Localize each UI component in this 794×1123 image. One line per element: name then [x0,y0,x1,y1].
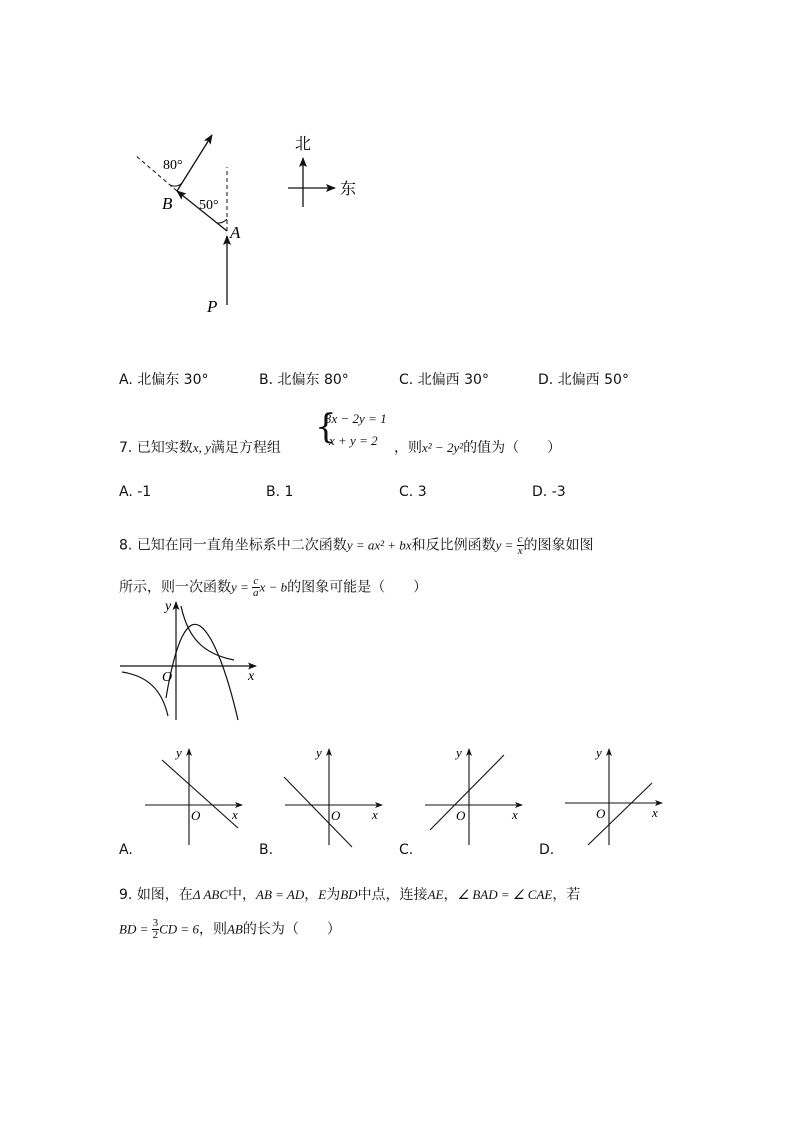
q8-inverse-lhs: y = [495,537,517,553]
axis-label-x: x [512,807,518,822]
q9-line2 [119,918,341,941]
q8-option-graph-c [420,745,530,850]
q8-quadratic: y = ax² + bx [346,537,412,553]
q9-angle-equality: ∠ BAD = ∠ CAE [457,887,553,902]
option-text: 北偏西 30° [417,372,489,388]
option-letter: C. [399,484,414,500]
axis-label-y: y [456,745,462,760]
q8-option-label-d: D. [539,842,555,858]
option-letter: D. [538,372,554,388]
q9-text: 中点，连接 [357,887,428,903]
q8-option-graph-d [560,745,670,850]
compass-east-label: 东 [340,179,357,198]
option-text: 北偏东 30° [137,372,209,388]
axis-label-x: x [232,807,238,822]
q6-option-c [399,369,489,389]
q9-text: 的长为（ ） [242,921,341,938]
axis-label-y: y [165,599,172,614]
q9-equality: AB = AD [256,887,305,902]
q8-linear-fraction [252,576,260,599]
option-text: 3 [417,484,427,500]
q6-option-d [538,369,629,389]
q8-main-graph [118,598,268,723]
q7-mid: 满足方程组 [210,440,281,456]
parabola-curve [166,624,238,720]
question-number: 9. [119,887,133,903]
axis-label-y: y [316,745,322,760]
q8-option-label-c: C. [399,842,414,858]
angle-label-80: 80° [163,158,183,173]
q7-stem-tail [394,437,561,457]
axis-label-x: x [372,807,378,822]
q7-option-d [532,484,566,500]
q9-text: 为 [326,887,341,903]
fraction-denominator: x [517,545,523,557]
question-number: 8. [119,537,133,554]
q8-option-label-b: B. [259,842,274,858]
question-number: 7. [119,440,133,456]
option-letter: D. [532,484,548,500]
compass-north-label: 北 [295,134,312,153]
axis-label-y: y [176,745,182,760]
q6-option-a [119,369,209,389]
q7-stem [119,437,281,457]
q7-vars: x, y [192,440,211,455]
q7-comma: ，则 [394,440,422,456]
q7-option-a [119,484,151,500]
linear-line [430,755,504,830]
q9-bd-lhs: BD = [119,921,152,937]
q6-option-b [259,369,349,389]
q7-equation-system [315,407,400,453]
option-text: 北偏西 50° [557,372,629,388]
q9-text: ， [304,887,319,903]
axis-label-y: y [596,745,602,760]
axis-label-x: x [652,805,658,820]
q8-text: 所示，则一次函数 [119,579,231,596]
q9-text: ， [443,887,458,903]
q7-expr: x² − 2y² [422,440,464,455]
q7-prefix: 已知实数 [136,440,193,456]
q8-option-graph-a [140,745,250,850]
q8-text: 的图象如图 [523,537,594,554]
q8-text: 的图象可能是（ ） [287,579,428,596]
axis-label-x: x [248,669,255,684]
q7-option-c [399,484,427,500]
origin-label: O [162,670,173,685]
q8-line1 [119,534,594,557]
q8-linear-lhs: y = [231,579,253,595]
origin-label: O [191,808,201,823]
q9-point-e: E [318,887,327,902]
option-letter: A. [119,372,133,388]
q9-segment-ab: AB [226,921,243,937]
option-letter: A. [119,484,133,500]
q8-inverse-fraction [517,534,524,557]
q8-option-label-a: A. [119,842,133,858]
q9-text: 中， [228,887,257,903]
fraction-numerator: 3 [152,917,159,929]
q7-option-b [266,484,293,500]
q7-eq1: 3x − 2y = 1 [325,411,387,426]
fraction-numerator: c [253,575,259,587]
q9-line1 [119,884,580,904]
q9-segment-bd: BD [340,887,358,902]
q9-triangle: Δ ABC [192,887,229,902]
brace-icon: { [315,407,337,447]
q8-linear-rest: x − b [259,579,288,595]
fraction-denominator: 2 [152,929,159,941]
point-label-b: B [162,194,173,213]
linear-line [284,777,352,847]
option-letter: C. [399,372,414,388]
q9-text: ，若 [552,887,581,903]
q9-segment-ae: AE [427,887,444,902]
point-label-a: A [230,223,241,242]
q8-text: 和反比例函数 [411,537,496,554]
angle-label-50: 50° [199,198,219,213]
fraction-numerator: c [517,533,523,545]
q8-line2 [119,576,427,599]
q7-suffix: 的值为（ ） [463,440,562,456]
q9-fraction [152,918,160,941]
option-text: 1 [284,484,294,500]
option-letter: B. [266,484,281,500]
bearing-figure [120,125,370,320]
q8-text: 已知在同一直角坐标系中二次函数 [136,537,347,554]
point-label-p: P [207,297,218,316]
option-text: 北偏东 80° [277,372,349,388]
fraction-denominator: a [253,587,259,599]
option-text: -3 [551,484,566,500]
q9-text: ，则 [198,921,227,938]
angle-arc-a [217,219,227,223]
origin-label: O [331,808,341,823]
q8-option-graph-b [280,745,390,850]
q9-text: 如图，在 [136,887,193,903]
option-text: -1 [137,484,152,500]
q9-cd-rhs: CD = 6 [159,921,199,937]
origin-label: O [456,808,466,823]
option-letter: B. [259,372,274,388]
origin-label: O [596,806,606,821]
q7-eq2: x + y = 2 [329,433,378,448]
